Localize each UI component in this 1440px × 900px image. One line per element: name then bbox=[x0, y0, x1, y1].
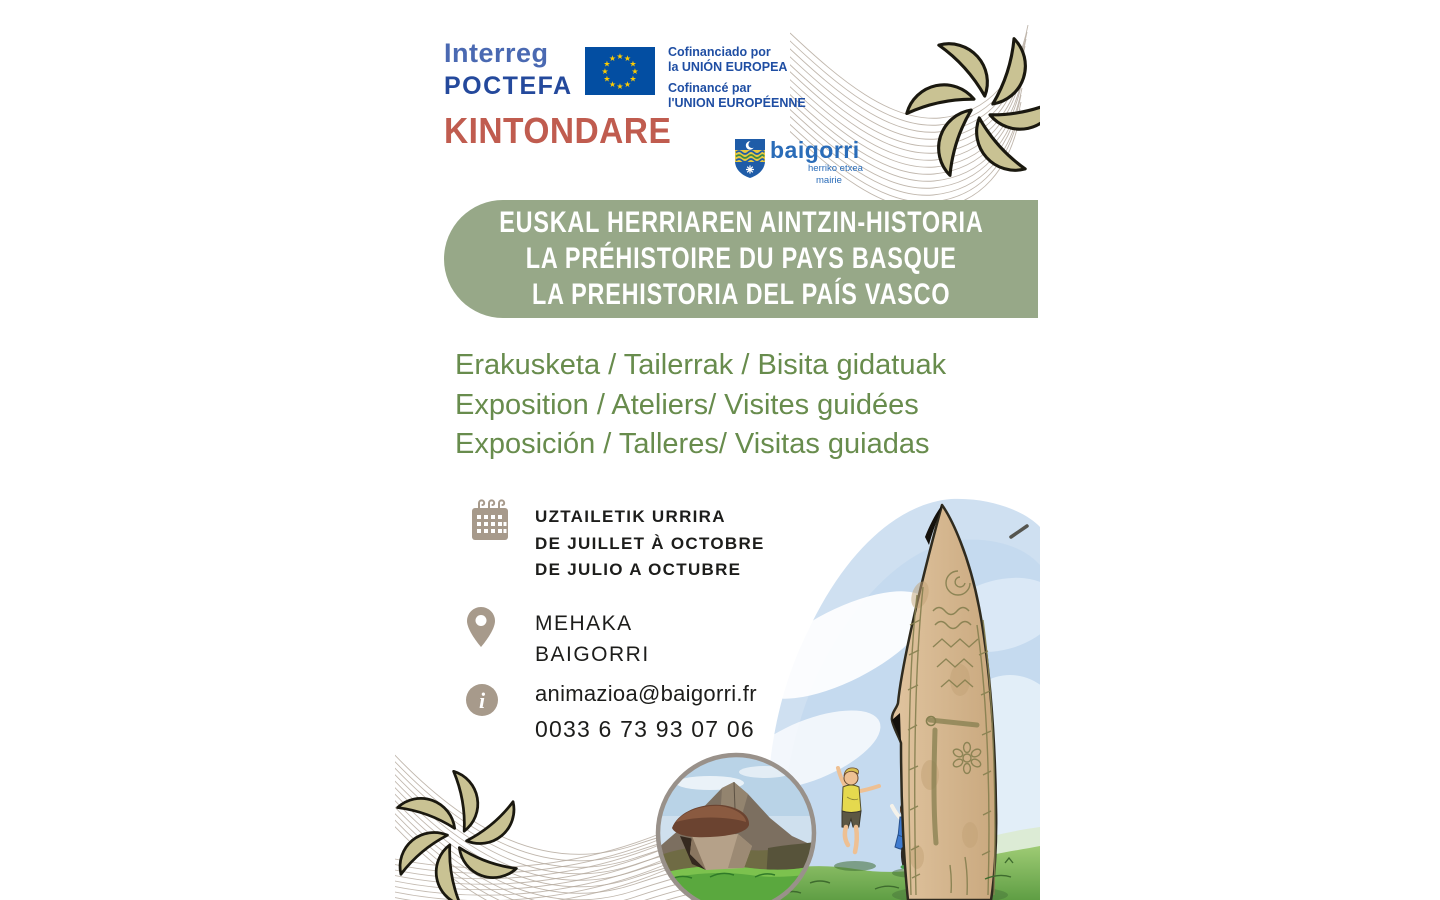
poster-title: KINTONDARE bbox=[444, 110, 672, 151]
eu-cofunding-fr: Cofinancé par l'UNION EUROPÉENNE bbox=[668, 81, 806, 110]
info-icon bbox=[466, 684, 498, 716]
eu-flag-icon bbox=[585, 47, 655, 95]
dates-line-es: DE JULIO A OCTUBRE bbox=[535, 560, 742, 579]
title-banner bbox=[444, 200, 1038, 318]
svg-text:★: ★ bbox=[601, 67, 609, 76]
baigorri-logo bbox=[735, 139, 863, 185]
eu-cofunding-text bbox=[668, 45, 806, 117]
baigorri-shield-icon bbox=[735, 139, 765, 178]
svg-text:★: ★ bbox=[616, 82, 624, 91]
location-line-2: BAIGORRI bbox=[535, 643, 650, 666]
activities-line-es: Exposición / Talleres/ Visitas guiadas bbox=[455, 428, 930, 460]
svg-text:★: ★ bbox=[603, 74, 611, 84]
svg-text:★: ★ bbox=[623, 80, 632, 89]
svg-text:★: ★ bbox=[608, 80, 617, 89]
interreg-wordmark: Interreg bbox=[444, 38, 549, 68]
svg-text:★: ★ bbox=[616, 52, 624, 61]
lauburu-spiral-icon bbox=[883, 25, 1040, 200]
interreg-poctefa-logo bbox=[444, 40, 573, 99]
svg-text:★: ★ bbox=[629, 59, 637, 69]
svg-text:★: ★ bbox=[631, 67, 639, 76]
dates-block bbox=[535, 504, 765, 584]
baigorri-subtitle-2: mairie bbox=[816, 174, 842, 186]
contact-phone: 0033 6 73 93 07 06 bbox=[535, 716, 755, 742]
activities-line-fr: Exposition / Ateliers/ Visites guidées bbox=[455, 388, 919, 421]
svg-text:★: ★ bbox=[623, 54, 632, 63]
svg-text:★: ★ bbox=[629, 74, 637, 84]
contact-email: animazioa@baigorri.fr bbox=[535, 681, 757, 706]
location-block bbox=[535, 608, 650, 670]
banner-line-es: LA PREHISTORIA DEL PAÍS VASCO bbox=[531, 278, 951, 311]
svg-text:★: ★ bbox=[608, 54, 617, 63]
activities-line-eu: Erakusketa / Tailerrak / Bisita gidatuak bbox=[455, 349, 947, 381]
eu-cofunding-es: Cofinanciado por la UNIÓN EUROPEA bbox=[668, 45, 788, 74]
svg-text:★: ★ bbox=[603, 59, 611, 69]
dates-line-fr: DE JUILLET À OCTOBRE bbox=[535, 533, 765, 553]
baigorri-subtitle-1: herriko etxea bbox=[808, 163, 863, 174]
dolmen-photo bbox=[650, 748, 822, 900]
svg-text:i: i bbox=[478, 688, 486, 713]
baigorri-wordmark: baigorri bbox=[770, 137, 860, 163]
banner-line-eu: EUSKAL HERRIAREN AINTZIN-HISTORIA bbox=[498, 206, 984, 239]
location-line-1: MEHAKA bbox=[535, 612, 633, 635]
poctefa-wordmark: POCTEFA bbox=[444, 72, 573, 100]
activities-list bbox=[455, 346, 946, 465]
dates-line-eu: UZTAILETIK URRIRA bbox=[535, 507, 726, 526]
calendar-icon bbox=[470, 499, 510, 543]
location-pin-icon bbox=[467, 607, 495, 647]
banner-line-fr: LA PRÉHISTOIRE DU PAYS BASQUE bbox=[525, 242, 957, 275]
